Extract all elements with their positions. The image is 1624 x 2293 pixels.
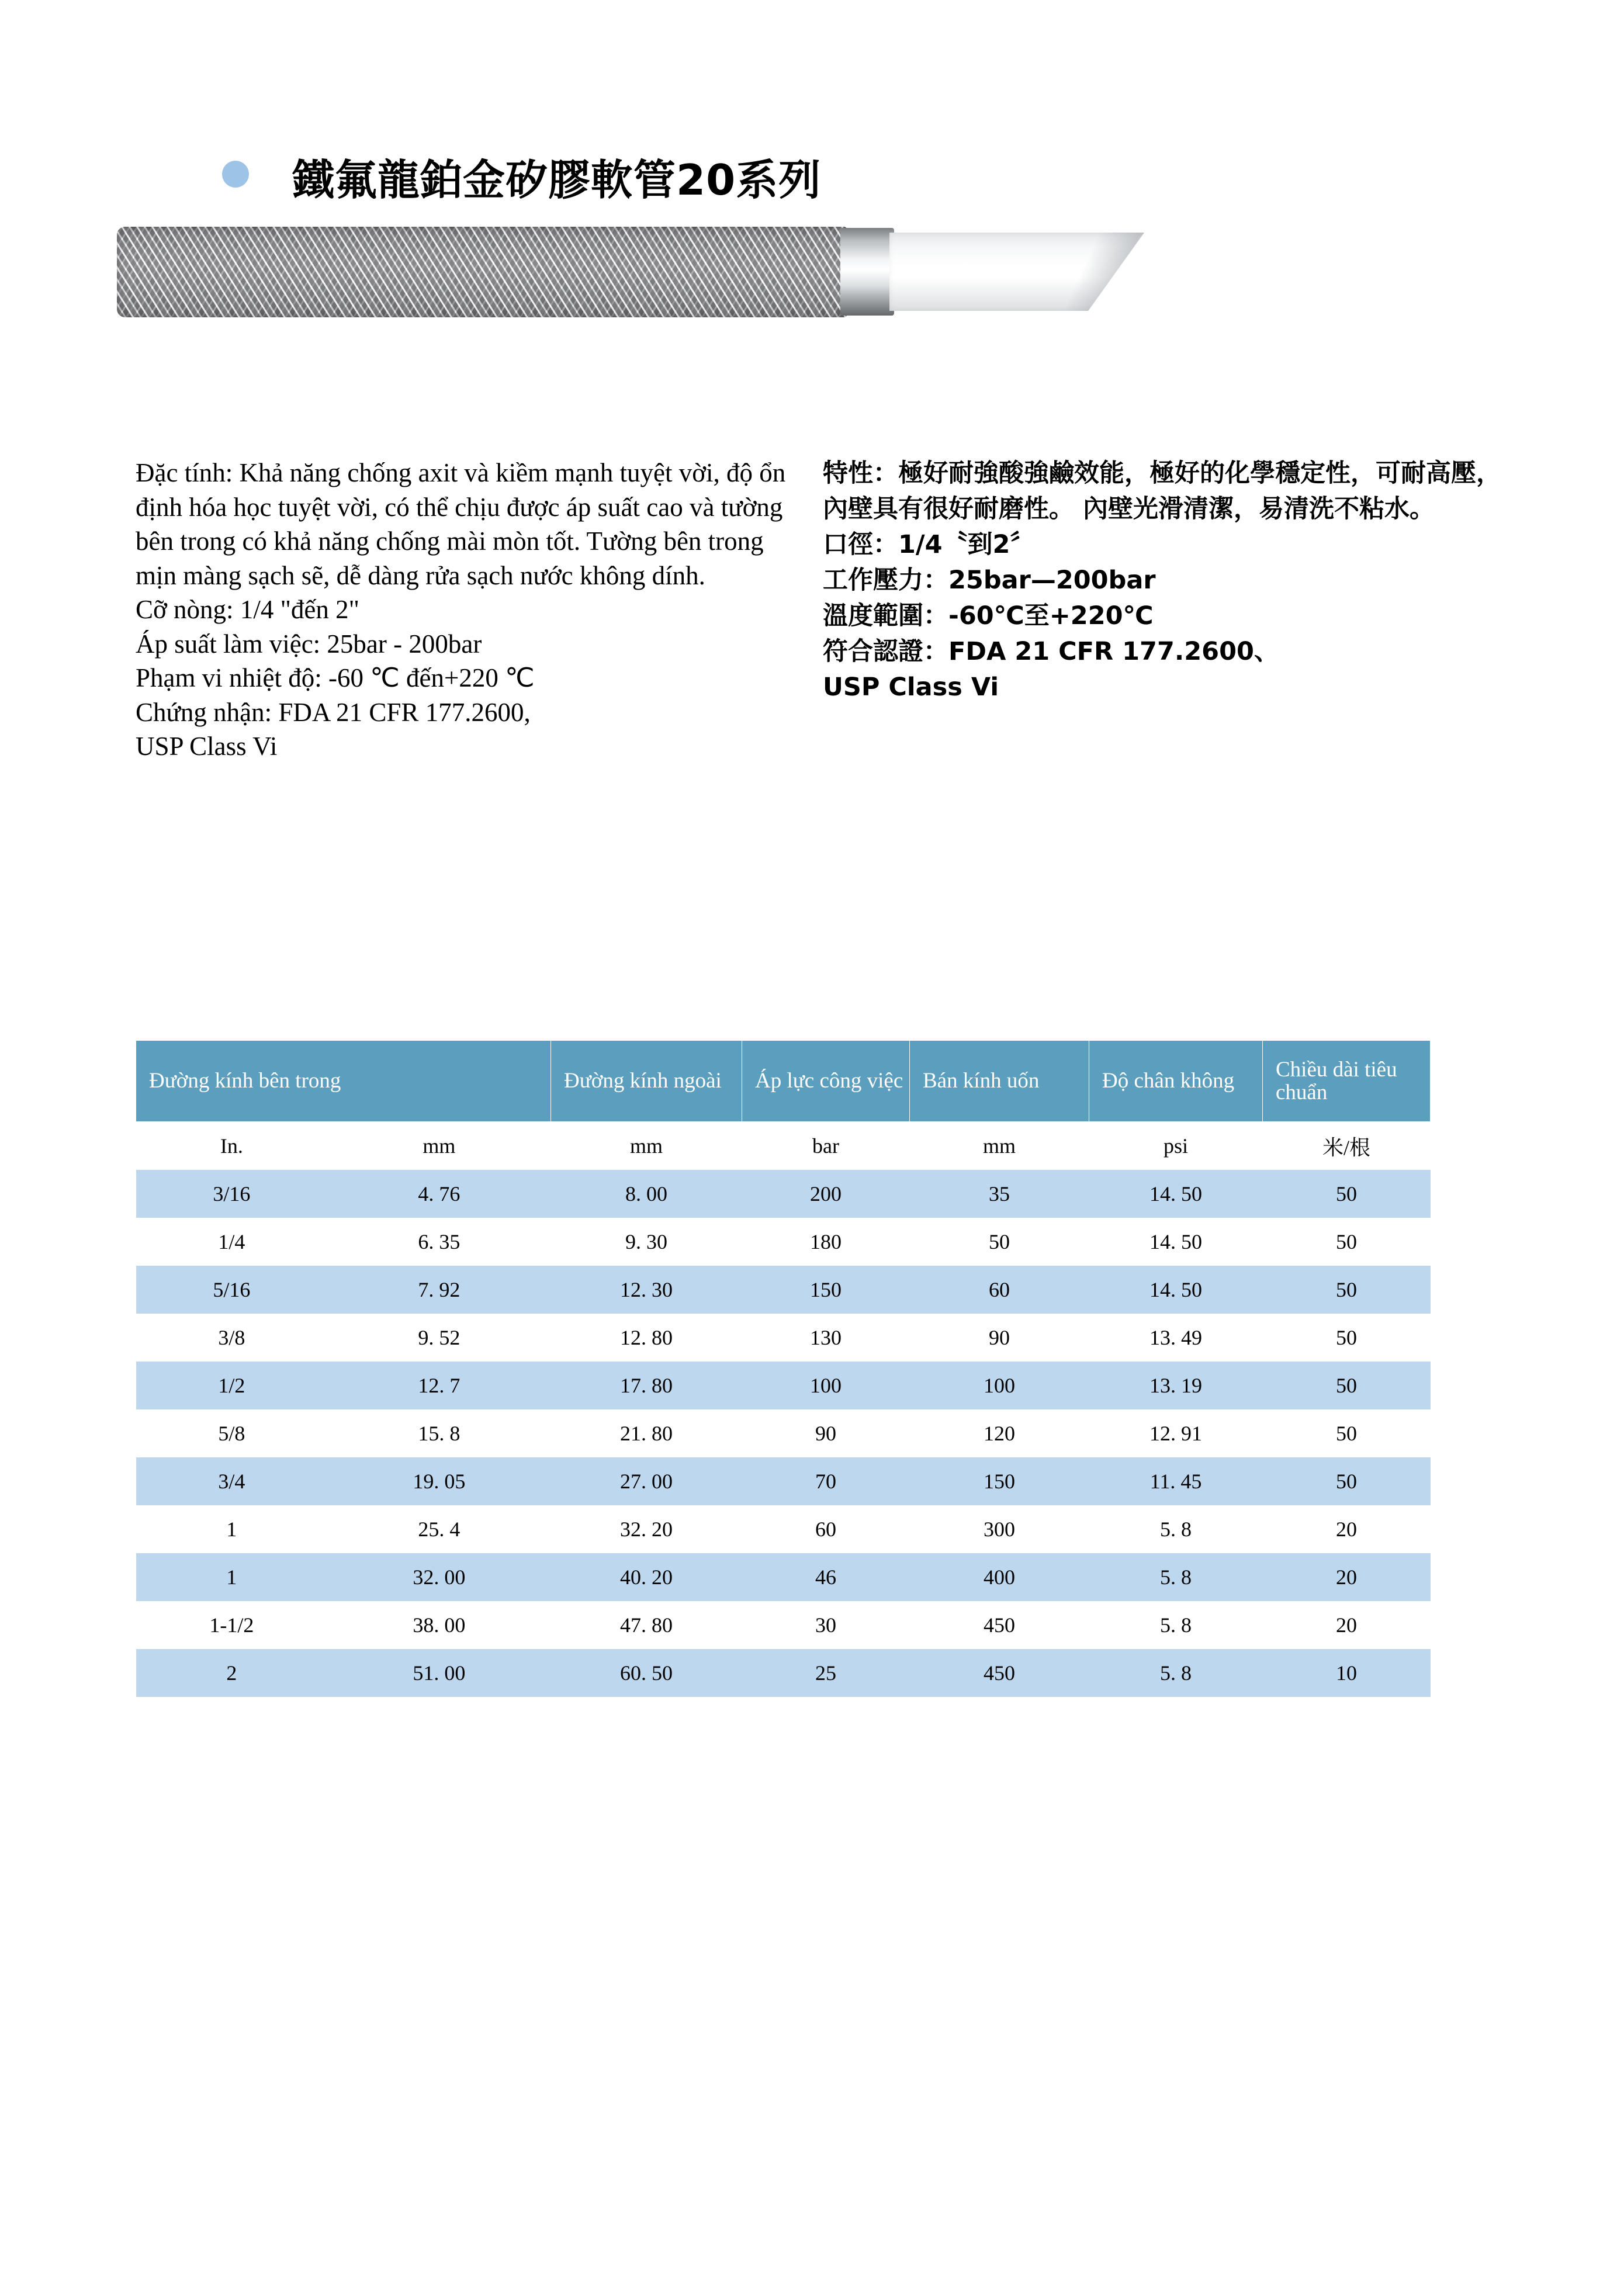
cell-standard-length: 50 (1263, 1266, 1431, 1314)
column-header-vacuum (1089, 1041, 1263, 1122)
cell-bend-radius-mm: 60 (910, 1266, 1089, 1314)
table-row (136, 1553, 1431, 1601)
vi-characteristics-paragraph: Đặc tính: Khả năng chống axit và kiềm mạnh tuyệt vời, độ ổn định hóa học tuyệt vời, có thể chịu được áp suất cao và tường bên trong có khả năng chống mài mòn tốt. Tường bên trong mịn màng sạch sẽ, dễ dàng rửa sạch nước không dính. (136, 458, 786, 590)
cell-inner-diameter-mm: 32. 00 (327, 1553, 550, 1601)
table-head (136, 1041, 1431, 1122)
cell-inner-diameter-in: 3/8 (136, 1314, 328, 1362)
cell-bend-radius-mm: 100 (910, 1362, 1089, 1409)
cell-vacuum-psi: 5. 8 (1089, 1649, 1263, 1697)
cell-standard-length: 50 (1263, 1362, 1431, 1409)
vi-pressure-line: Áp suất làm việc: 25bar - 200bar (136, 629, 482, 659)
cell-inner-diameter-mm: 9. 52 (327, 1314, 550, 1362)
column-header-bend-radius-label: Bán kính uốn (923, 1069, 1040, 1093)
table-row (136, 1266, 1431, 1314)
description-vietnamese (136, 456, 808, 764)
cell-outer-diameter-mm: 12. 80 (551, 1314, 742, 1362)
cell-standard-length: 20 (1263, 1601, 1431, 1649)
cell-bend-radius-mm: 50 (910, 1218, 1089, 1266)
column-header-outer-diameter (551, 1041, 742, 1122)
description-chinese (823, 456, 1512, 705)
table-row (136, 1409, 1431, 1457)
table-body (136, 1122, 1431, 1698)
unit-cell: In. (136, 1122, 328, 1170)
cell-inner-diameter-mm: 19. 05 (327, 1457, 550, 1505)
column-header-standard-length (1263, 1041, 1431, 1122)
cell-vacuum-psi: 14. 50 (1089, 1266, 1263, 1314)
cell-outer-diameter-mm: 12. 30 (551, 1266, 742, 1314)
cell-bend-radius-mm: 35 (910, 1170, 1089, 1218)
cell-outer-diameter-mm: 47. 80 (551, 1601, 742, 1649)
cell-outer-diameter-mm: 8. 00 (551, 1170, 742, 1218)
cell-working-pressure-bar: 25 (742, 1649, 910, 1697)
cell-standard-length: 10 (1263, 1649, 1431, 1697)
cell-inner-diameter-in: 1/2 (136, 1362, 328, 1409)
column-header-outer-diameter-label: Đường kính ngoài (564, 1069, 722, 1093)
cell-outer-diameter-mm: 40. 20 (551, 1553, 742, 1601)
cell-inner-diameter-in: 3/4 (136, 1457, 328, 1505)
unit-cell: mm (551, 1122, 742, 1170)
cell-standard-length: 20 (1263, 1505, 1431, 1553)
cell-working-pressure-bar: 180 (742, 1218, 910, 1266)
table-header-row (136, 1041, 1431, 1122)
cell-working-pressure-bar: 70 (742, 1457, 910, 1505)
table-row (136, 1457, 1431, 1505)
cell-working-pressure-bar: 30 (742, 1601, 910, 1649)
zh-certification-line-1: 符合認證：FDA 21 CFR 177.2600、 (823, 637, 1279, 667)
zh-certification-line-2: USP Class Vi (823, 673, 999, 702)
cell-working-pressure-bar: 60 (742, 1505, 910, 1553)
cell-outer-diameter-mm: 17. 80 (551, 1362, 742, 1409)
cell-vacuum-psi: 5. 8 (1089, 1601, 1263, 1649)
table-row (136, 1362, 1431, 1409)
column-header-inner-diameter-label: Đường kính bên trong (149, 1069, 341, 1093)
cell-bend-radius-mm: 450 (910, 1601, 1089, 1649)
cell-inner-diameter-in: 1-1/2 (136, 1601, 328, 1649)
cell-standard-length: 50 (1263, 1409, 1431, 1457)
unit-cell: 米/根 (1263, 1122, 1431, 1170)
cell-inner-diameter-mm: 7. 92 (327, 1266, 550, 1314)
table-row (136, 1649, 1431, 1697)
cell-standard-length: 20 (1263, 1553, 1431, 1601)
cell-inner-diameter-mm: 25. 4 (327, 1505, 550, 1553)
vi-certification-line-2: USP Class Vi (136, 732, 278, 761)
cell-working-pressure-bar: 90 (742, 1409, 910, 1457)
unit-cell: mm (910, 1122, 1089, 1170)
cell-inner-diameter-in: 2 (136, 1649, 328, 1697)
table-row (136, 1505, 1431, 1553)
cell-inner-diameter-in: 1 (136, 1553, 328, 1601)
table-row (136, 1218, 1431, 1266)
zh-characteristics-paragraph: 特性：極好耐強酸強鹼效能，極好的化學穩定性，可耐高壓，內壁具有很好耐磨性。 內壁光滑清潔，易清洗不粘水。 (823, 459, 1501, 524)
cell-inner-diameter-mm: 6. 35 (327, 1218, 550, 1266)
column-header-working-pressure-label: Áp lực công việc (755, 1069, 903, 1093)
column-header-working-pressure (742, 1041, 910, 1122)
cell-standard-length: 50 (1263, 1457, 1431, 1505)
cell-inner-diameter-mm: 12. 7 (327, 1362, 550, 1409)
tube-edge-highlight (889, 233, 1144, 311)
cell-outer-diameter-mm: 21. 80 (551, 1409, 742, 1457)
zh-temperature-line: 溫度範圍：-60℃至+220℃ (823, 601, 1154, 631)
cell-working-pressure-bar: 46 (742, 1553, 910, 1601)
product-image (117, 215, 1169, 329)
cell-working-pressure-bar: 130 (742, 1314, 910, 1362)
cell-bend-radius-mm: 90 (910, 1314, 1089, 1362)
cell-vacuum-psi: 12. 91 (1089, 1409, 1263, 1457)
cell-outer-diameter-mm: 60. 50 (551, 1649, 742, 1697)
vi-certification-line-1: Chứng nhận: FDA 21 CFR 177.2600, (136, 697, 531, 727)
cell-inner-diameter-in: 1/4 (136, 1218, 328, 1266)
unit-cell: bar (742, 1122, 910, 1170)
column-header-standard-length-label: Chiều dài tiêu chuẩn (1276, 1057, 1397, 1104)
braided-sleeve-graphic (117, 227, 847, 317)
cell-bend-radius-mm: 120 (910, 1409, 1089, 1457)
vi-bore-line: Cỡ nòng: 1/4 "đến 2" (136, 595, 360, 624)
cell-vacuum-psi: 13. 19 (1089, 1362, 1263, 1409)
bullet-icon (222, 161, 249, 188)
table-row (136, 1601, 1431, 1649)
cell-inner-diameter-in: 5/8 (136, 1409, 328, 1457)
cell-vacuum-psi: 13. 49 (1089, 1314, 1263, 1362)
cell-outer-diameter-mm: 9. 30 (551, 1218, 742, 1266)
cell-working-pressure-bar: 200 (742, 1170, 910, 1218)
cell-bend-radius-mm: 300 (910, 1505, 1089, 1553)
column-header-bend-radius (910, 1041, 1089, 1122)
cell-inner-diameter-mm: 4. 76 (327, 1170, 550, 1218)
cell-vacuum-psi: 14. 50 (1089, 1170, 1263, 1218)
column-header-inner-diameter (136, 1041, 551, 1122)
cell-inner-diameter-mm: 38. 00 (327, 1601, 550, 1649)
column-header-vacuum-label: Độ chân không (1102, 1069, 1235, 1093)
table-row (136, 1170, 1431, 1218)
cell-inner-diameter-in: 5/16 (136, 1266, 328, 1314)
cell-inner-diameter-in: 3/16 (136, 1170, 328, 1218)
zh-pressure-line: 工作壓力：25bar—200bar (823, 566, 1156, 595)
cell-vacuum-psi: 5. 8 (1089, 1553, 1263, 1601)
cell-inner-diameter-mm: 15. 8 (327, 1409, 550, 1457)
cell-standard-length: 50 (1263, 1170, 1431, 1218)
unit-cell: psi (1089, 1122, 1263, 1170)
page-title: 鐵氟龍鉑金矽膠軟管20系列 (292, 155, 822, 205)
cell-standard-length: 50 (1263, 1314, 1431, 1362)
page-header (0, 70, 1624, 205)
table-units-row (136, 1122, 1431, 1170)
cell-working-pressure-bar: 100 (742, 1362, 910, 1409)
cell-outer-diameter-mm: 32. 20 (551, 1505, 742, 1553)
zh-bore-line: 口徑：1/4〝到2〞 (823, 530, 1036, 560)
cell-vacuum-psi: 14. 50 (1089, 1218, 1263, 1266)
ferrule-graphic (840, 228, 894, 316)
cell-vacuum-psi: 11. 45 (1089, 1457, 1263, 1505)
cell-vacuum-psi: 5. 8 (1089, 1505, 1263, 1553)
cell-bend-radius-mm: 150 (910, 1457, 1089, 1505)
cell-inner-diameter-in: 1 (136, 1505, 328, 1553)
cell-bend-radius-mm: 400 (910, 1553, 1089, 1601)
table-row (136, 1314, 1431, 1362)
cell-outer-diameter-mm: 27. 00 (551, 1457, 742, 1505)
specification-table (136, 1040, 1431, 1697)
cell-inner-diameter-mm: 51. 00 (327, 1649, 550, 1697)
unit-cell: mm (327, 1122, 550, 1170)
cell-standard-length: 50 (1263, 1218, 1431, 1266)
vi-temperature-line: Phạm vi nhiệt độ: -60 ℃ đến+220 ℃ (136, 663, 535, 692)
cell-bend-radius-mm: 450 (910, 1649, 1089, 1697)
cell-working-pressure-bar: 150 (742, 1266, 910, 1314)
